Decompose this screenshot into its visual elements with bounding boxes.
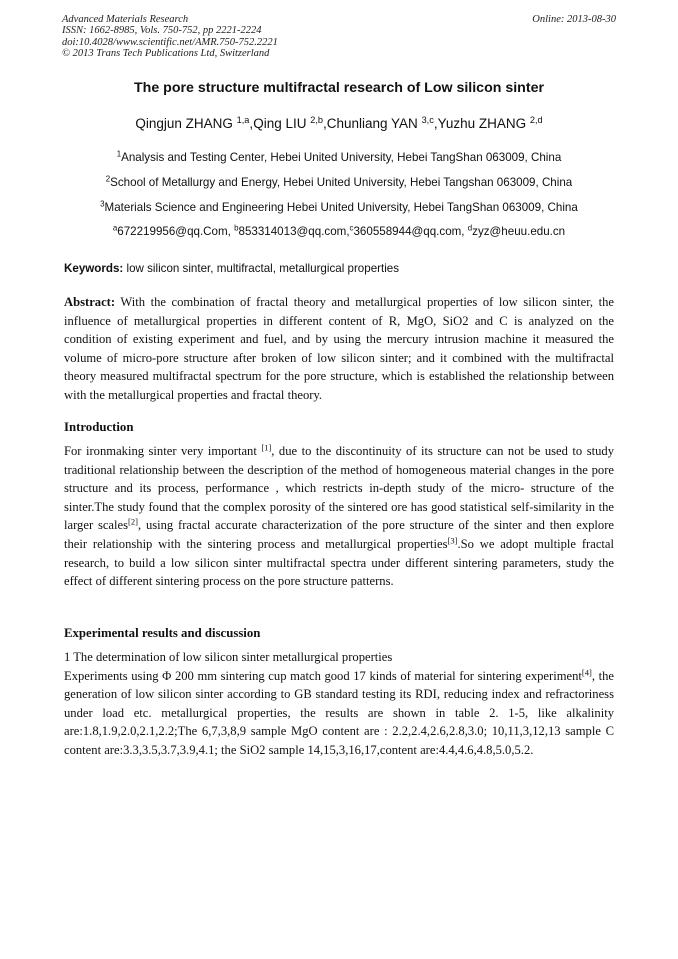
section-heading-results: Experimental results and discussion bbox=[64, 626, 261, 640]
subsection-heading: 1 The determination of low silicon sinter metallurgical properties bbox=[64, 650, 393, 664]
copyright-line: © 2013 Trans Tech Publications Ltd, Switzerland bbox=[62, 48, 270, 60]
journal-header bbox=[62, 14, 616, 60]
results-paragraph: 1 The determination of low silicon sinter metallurgical properties Experiments using Φ 200 mm sintering cup match good 17 kinds of material for sintering experiment[4], the generation of low silicon sinter according to GB standard testing its RDI, reducing index and refractoriness under load etc. metallurgical properties, the results are shown in table 2. 1-5, like alkalinity are:1.8,1.9,2.0,2.1,2.2;The 6,7,3,8,9 sample MgO content are : 2.2,2.4,2.6,2.8,3.0; 10,11,3,12,13 sample C content are:3.3,3.5,3.7,3.9,4.1; the SiO2 sample 14,15,3,16,17,content are:4.4,4.6,4.8,5.0,5.2. bbox=[64, 650, 614, 757]
author: Yuzhu ZHANG $^{2,d}$ bbox=[437, 114, 543, 131]
keywords-label: Keywords: bbox=[64, 262, 124, 275]
email-link[interactable]: 672219956@qq.Com, bbox=[117, 225, 235, 238]
author: Qingjun ZHANG $^{1,a}$, bbox=[135, 114, 254, 131]
abstract-text: With the combination of fractal theory and metallurgical properties of low silicon sinter, the influence of metallurgical properties in different content of R, MgO, SiO2 and C is analyzed on the condition of existing experiment and fuel, and by using the mercury intrusion machine it measured the volume of micro-pore structure after broken of low silicon sinter; and it combined with the multifractal theory measured multifractal spectrum for the pore structure, which is established the relationship between with the metallurgical properties and fractal theory. bbox=[64, 295, 614, 402]
section-heading-introduction: Introduction bbox=[64, 420, 134, 434]
journal-name: Advanced Materials Research bbox=[62, 14, 189, 25]
affiliation: $^1$Analysis and Testing Center, Hebei United University, Hebei TangShan 063009, China bbox=[116, 149, 562, 164]
citation[interactable]: [3] bbox=[447, 535, 458, 546]
author: Qing LIU $^{2,b}$, bbox=[253, 114, 327, 131]
author-list bbox=[0, 116, 678, 131]
online-date: Online: 2013-08-30 bbox=[532, 14, 616, 25]
author: Chunliang YAN $^{3,c}$, bbox=[326, 114, 438, 131]
email-list: $^a$672219956@qq.Com, $^b$853314013@qq.com,$^c$360558944@qq.com, $^d$zyz@heuu.edu.cn bbox=[112, 223, 566, 238]
email-link[interactable]: 360558944@qq.com, bbox=[353, 225, 468, 238]
affiliation: $^2$School of Metallurgy and Energy, Hebei United University, Hebei Tangshan 063009, China bbox=[105, 174, 573, 189]
email-link[interactable]: zyz@heuu.edu.cn bbox=[472, 225, 566, 238]
affiliation: $^3$Materials Science and Engineering Hebei United University, Hebei TangShan 063009, China bbox=[100, 199, 578, 214]
citation[interactable]: [2] bbox=[128, 516, 138, 527]
citation[interactable]: [4] bbox=[581, 666, 592, 677]
doi-line: doi:10.4028/www.scientific.net/AMR.750-752.2221 bbox=[62, 36, 278, 48]
paper-title: The pore structure multifractal research of Low silicon sinter bbox=[134, 80, 544, 96]
issn-line: ISSN: 1662-8985, Vols. 750-752, pp 2221-2224 bbox=[62, 25, 262, 37]
abstract-label: Abstract: bbox=[64, 295, 116, 309]
email-link[interactable]: 853314013@qq.com, bbox=[238, 225, 350, 238]
keywords-text: low silicon sinter, multifractal, metallurgical properties bbox=[123, 262, 400, 275]
citation[interactable]: [1] bbox=[261, 442, 272, 453]
abstract bbox=[64, 293, 614, 405]
keywords bbox=[64, 262, 616, 275]
introduction-paragraph: For ironmaking sinter very important [1], due to the discontinuity of its structure can not be used to study traditional relationship between the description of the method of homogeneous material changes in the pore structure and its process, performance , which restricts in-depth study of the micro- structure of the sinter.The study found that the complex porosity of the sintered ore has good statistical self-similarity in the larger scales[2], using fractal accurate characterization of the pore structure of the sinter and then explore their relationship with the sintering process and metallurgical properties[3].So we adopt multiple fractal research, to build a low silicon sinter multifractal spectra under different sintering parameters, study the effect of different sintering process on the pore structure patterns. bbox=[64, 442, 615, 589]
